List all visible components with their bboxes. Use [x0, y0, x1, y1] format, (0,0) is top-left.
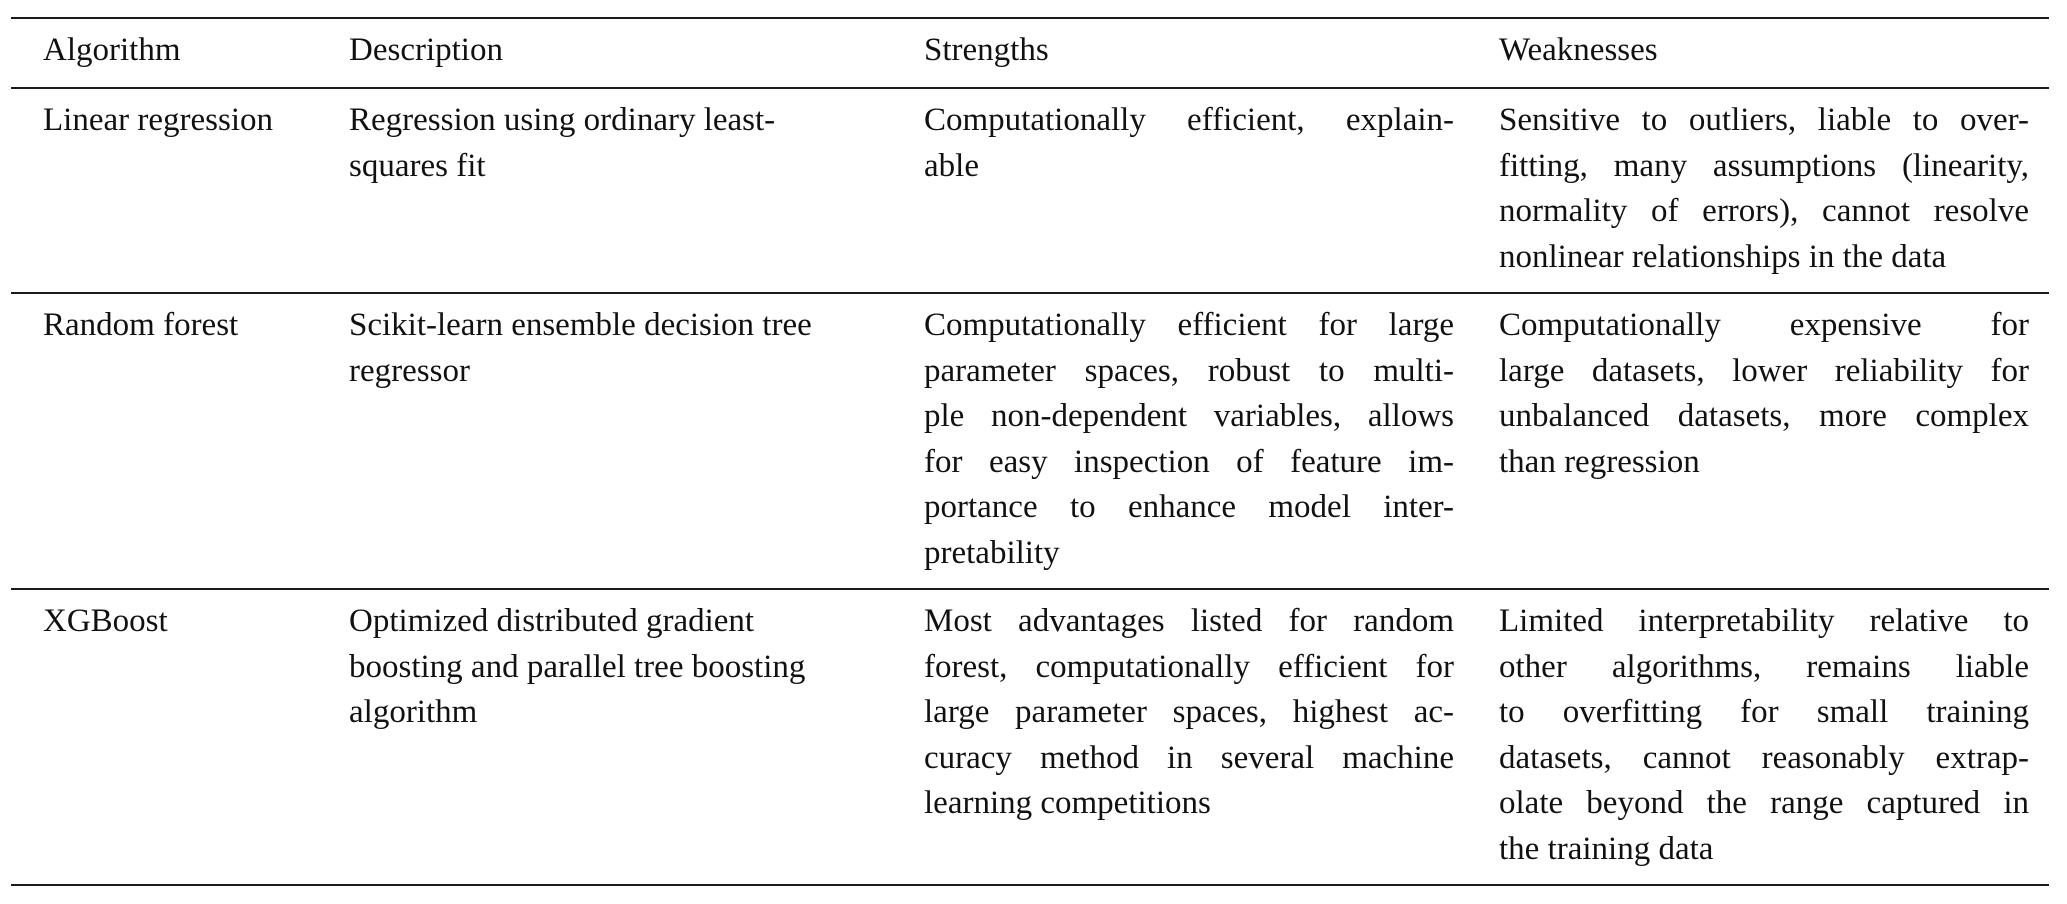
- text-line: ple non-dependent variables, allows: [924, 398, 1454, 434]
- row-1-weaknesses: [1499, 98, 2029, 280]
- text-line: boosting and parallel tree boosting: [349, 648, 806, 685]
- text-line: algorithm: [349, 694, 478, 730]
- text-line: large parameter spaces, highest ac-: [924, 694, 1454, 730]
- text-line: Optimized distributed gradient: [349, 603, 755, 639]
- text-line: olate beyond the range captured in: [1499, 785, 2029, 821]
- text-line: forest, computationally efficient for: [924, 648, 1454, 685]
- table-bottom-rule: [11, 884, 2049, 886]
- row-1-algorithm: Linear regression: [43, 102, 273, 138]
- text-line: portance to enhance model inter-: [924, 489, 1454, 525]
- header-algorithm: Algorithm: [43, 32, 181, 68]
- text-line: Computationally efficient for large: [924, 307, 1454, 343]
- text-line: large datasets, lower reliability for: [1499, 352, 2029, 389]
- row-1-description: [349, 98, 879, 189]
- text-line: the training data: [1499, 830, 1714, 867]
- row-3-description: [349, 599, 879, 736]
- text-line: Limited interpretability relative to: [1499, 603, 2029, 639]
- text-line: normality of errors), cannot resolve: [1499, 193, 2029, 229]
- row-3-weaknesses: [1499, 599, 2029, 872]
- text-line: squares fit: [349, 147, 486, 184]
- text-line: curacy method in several machine: [924, 739, 1454, 776]
- row-2-weaknesses: [1499, 303, 2029, 485]
- text-line: Computationally efficient, explain-: [924, 102, 1454, 138]
- text-line: Regression using ordinary least-: [349, 102, 776, 138]
- row-2-description: [349, 303, 879, 394]
- text-line: Scikit-learn ensemble decision tree: [349, 307, 812, 343]
- row-2-rule: [11, 588, 2049, 590]
- text-line: than regression: [1499, 443, 1700, 480]
- text-line: Most advantages listed for random: [924, 603, 1454, 639]
- text-line: Sensitive to outliers, liable to over-: [1499, 102, 2029, 138]
- table-top-rule: [11, 17, 2049, 19]
- row-3-algorithm: XGBoost: [43, 603, 168, 639]
- text-line: to overfitting for small training: [1499, 694, 2029, 730]
- text-line: unbalanced datasets, more complex: [1499, 398, 2029, 434]
- header-strengths: Strengths: [924, 32, 1049, 68]
- row-3-strengths: [924, 599, 1454, 827]
- text-line: other algorithms, remains liable: [1499, 648, 2029, 685]
- text-line: regressor: [349, 352, 470, 389]
- row-2-strengths: [924, 303, 1454, 576]
- text-line: fitting, many assumptions (linearity,: [1499, 147, 2029, 184]
- row-1-rule: [11, 292, 2049, 294]
- row-1-strengths: [924, 98, 1454, 189]
- text-line: learning competitions: [924, 785, 1211, 821]
- header-description: Description: [349, 32, 503, 68]
- header-weaknesses: Weaknesses: [1499, 32, 1658, 68]
- text-line: nonlinear relationships in the data: [1499, 238, 1947, 275]
- text-line: able: [924, 147, 979, 184]
- text-line: pretability: [924, 534, 1060, 571]
- header-rule: [11, 87, 2049, 89]
- text-line: datasets, cannot reasonably extrap-: [1499, 739, 2029, 776]
- text-line: parameter spaces, robust to multi-: [924, 352, 1454, 389]
- row-2-algorithm: Random forest: [43, 307, 239, 343]
- text-line: for easy inspection of feature im-: [924, 443, 1454, 480]
- text-line: Computationally expensive for: [1499, 307, 2029, 343]
